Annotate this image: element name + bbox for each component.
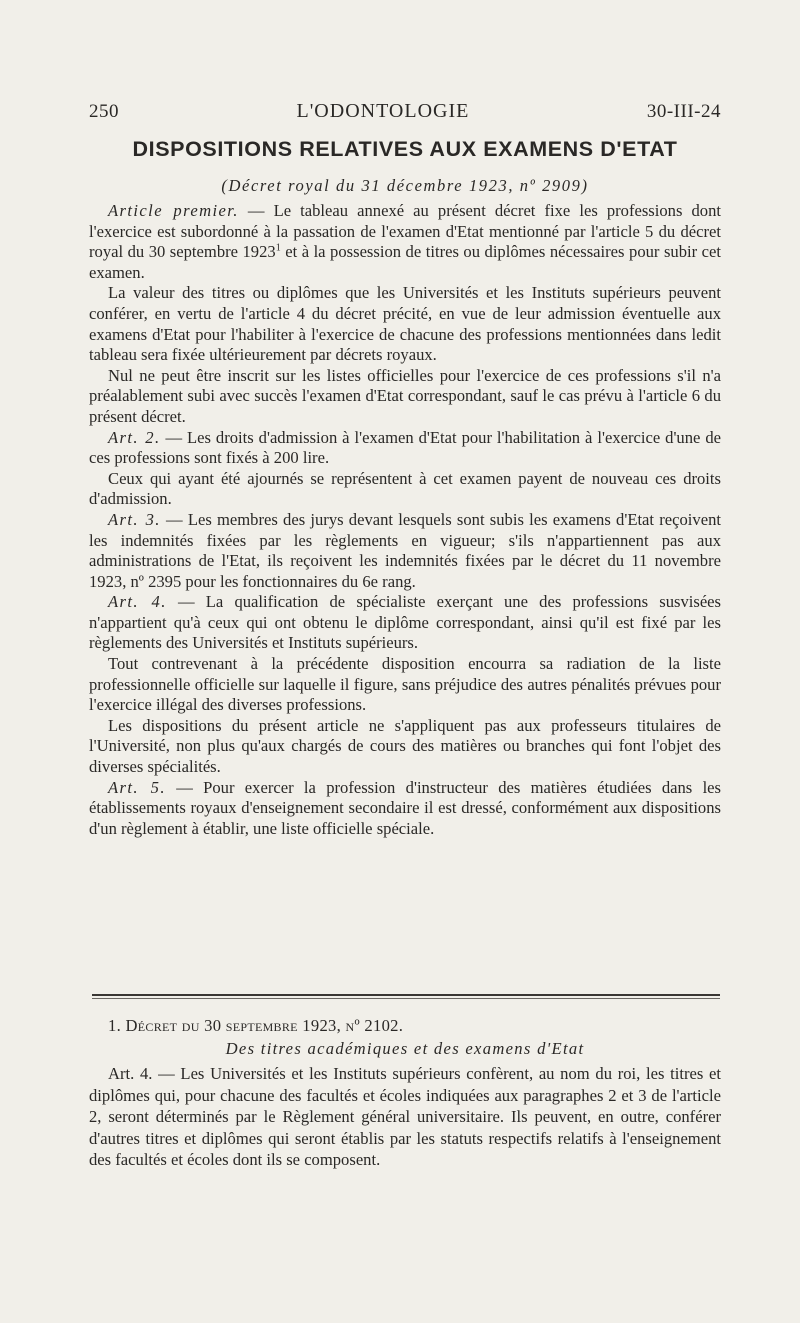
article-label: Art. 4. — [108, 592, 167, 612]
paragraph — [89, 469, 721, 510]
paragraph — [89, 654, 721, 716]
footnote-text: Art. 4. — Les Universités et les Instituts supérieurs confèrent, au nom du roi, les titres et diplômes qui, pour chacune des facultés et écoles indiquées aux paragraphes 2 et 3 de l'article 2, seront déterminés par le Règlement général universitaire. Ils peuvent, en outre, conférer d'autres titres et diplômes qui seront établis par les statuts respectifs relatifs à l'enseignement des facultés et écoles dont ils se composent. — [89, 1064, 721, 1169]
paragraph — [89, 366, 721, 428]
article-label: Art. 2. — [108, 427, 161, 447]
paragraph — [89, 592, 721, 654]
article-label: Article premier. — [108, 201, 239, 220]
footnote-divider — [92, 994, 720, 996]
footnote-subtitle: Des titres académiques et des examens d'Etat — [225, 1038, 585, 1058]
paragraph-text: — Les membres des jurys devant lesquels sont subis les examens d'Etat reçoivent les indemnités fixées par les règlements en vigueur; s'ils n'appartiennent pas aux administrations de l'Etat, ils reçoivent les indemnités fixées par le décret du 11 novembre 1923, nº 2395 pour les fonctionnaires du 6e rang. — [89, 509, 721, 591]
paragraph — [89, 510, 721, 592]
running-header — [89, 100, 721, 123]
footnote-heading — [89, 1015, 721, 1037]
paragraph-text: Les dispositions du présent article ne s'appliquent pas aux professeurs titulaires de l'Université, non plus qu'aux chargés de cours des matières ou branches qui font l'objet des diverses spécialités. — [89, 715, 721, 777]
footnote-title: Décret du 30 septembre 1923, nº 2102. — [125, 1016, 404, 1035]
paragraph-text: — Le tableau annexé au présent décret fixe les professions dont l'exercice est subordonné à la passation de l'examen d'Etat mentionné par l'article 5 du décret royal du 30 septembre 1923 — [89, 201, 721, 262]
paragraph — [89, 201, 721, 283]
paragraph-text: Tout contrevenant à la précédente disposition encourra sa radiation de la liste professionnelle officielle sur laquelle il figure, sans préjudice des autres pénalités prévues pour l'exercice illégal des diverses professions. — [89, 654, 721, 715]
footnote — [89, 1015, 721, 1171]
article-label: Art. 3. — [108, 509, 161, 529]
article-label: Art. 5. — [108, 777, 166, 797]
paragraph-text: — Les droits d'admission à l'examen d'Etat pour l'habilitation à l'exercice d'une de ces professions sont fixés à 200 lire. — [89, 427, 721, 468]
paragraph — [89, 283, 721, 365]
article-subtitle: (Décret royal du 31 décembre 1923, nº 2909) — [221, 176, 589, 195]
paragraph-text: Nul ne peut être inscrit sur les listes officielles pour l'exercice de ces professions s'il n'a préalablement subi avec succès l'examen d'Etat correspondant, sauf le cas prévu à l'article 6 du présent décret. — [89, 365, 721, 426]
paragraph-text: La valeur des titres ou diplômes que les Universités et les Instituts supérieurs peuvent conférer, en vertu de l'article 4 du décret précité, en vue de leur admission éventuelle aux examens d'Etat pour l'habiliter à l'exercice de chacune des professions mentionnées dans ledit tableau sera fixée ultérieurement par décrets royaux. — [89, 283, 721, 365]
paragraph — [89, 716, 721, 778]
paragraph-text: et à la possession de titres ou diplômes nécessaires pour subir cet examen. — [89, 242, 721, 282]
paragraph — [89, 778, 721, 840]
page-number: 250 — [89, 101, 119, 122]
footnote-number: 1. — [108, 1016, 122, 1035]
footnote-ref: 1 — [275, 242, 281, 254]
paragraph — [89, 428, 721, 469]
footnote-divider-thin — [92, 998, 720, 999]
issue-date: 30-III-24 — [646, 101, 721, 122]
article-title: DISPOSITIONS RELATIVES AUX EXAMENS D'ETAT — [132, 137, 678, 161]
paragraph-text: Ceux qui ayant été ajournés se représentent à cet examen payent de nouveau ces droits d'admission. — [89, 468, 721, 509]
article-body — [89, 201, 721, 839]
paragraph-text: — Pour exercer la profession d'instructeur des matières étudiées dans les établissements royaux d'enseignement secondaire il est dressé, conformément aux dispositions d'un règlement à établir, une liste officielle spéciale. — [89, 777, 722, 838]
journal-title: L'ODONTOLOGIE — [296, 100, 470, 122]
paragraph-text: — La qualification de spécialiste exerçant une des professions susvisées n'appartient qu'à ceux qui ont obtenu le diplôme correspondant, ainsi qu'il est fixé par les règlements des Universités et Instituts supérieurs. — [89, 592, 722, 653]
